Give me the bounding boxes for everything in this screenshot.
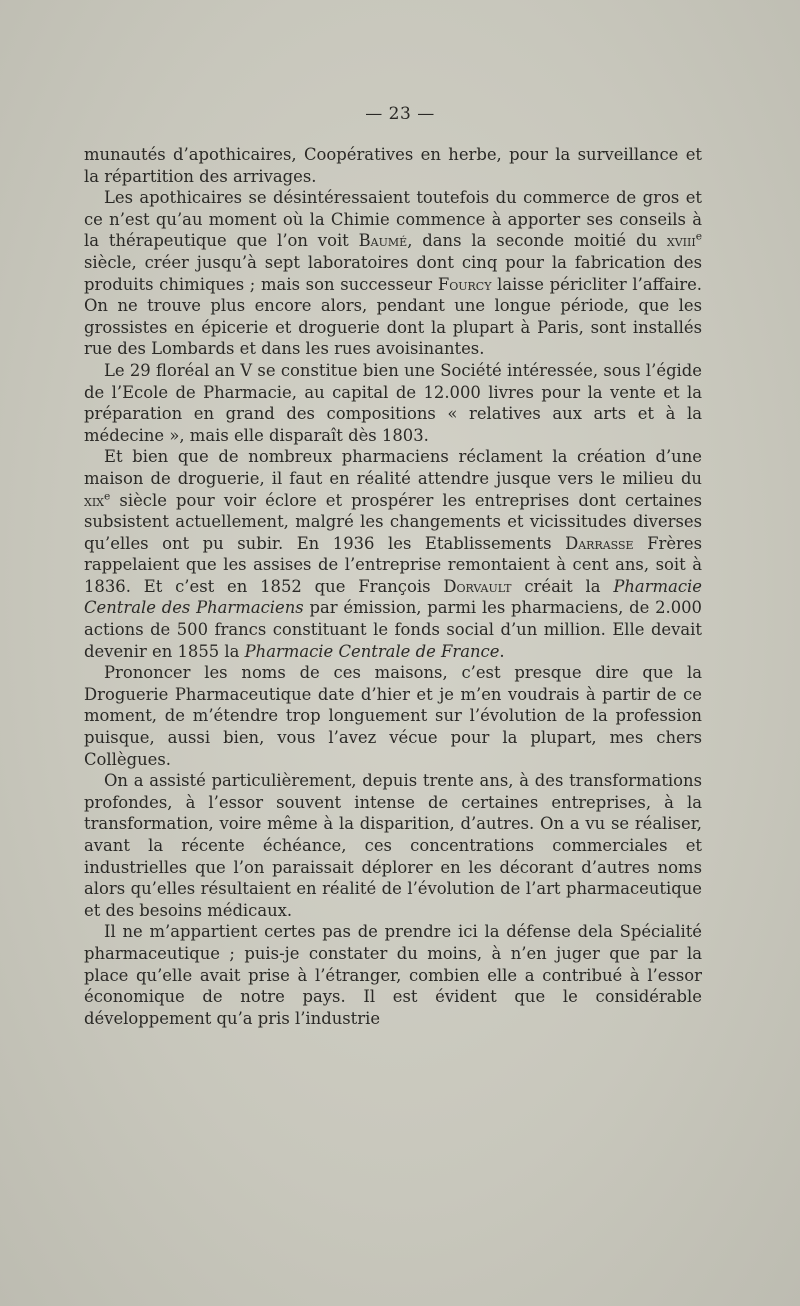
paragraph-2 [84,187,702,360]
paragraph-5: Prononcer les noms de ces maisons, c’est presque dire que la Droguerie Pharmaceutique date d’hier et je m’en voudrais à partir de ce moment, de m’étendre trop longuement sur l’évolution de la profession puisque, aussi bien, vous l’avez vécue pour la plupart, mes chers Collègues. [84,663,702,769]
century-xviii: xviii [666,231,696,251]
paragraph-2-text-b: , dans la seconde moitié du [407,231,667,251]
name-darrasse: Darrasse [565,533,634,553]
paragraph-3: Le 29 floréal an V se constitue bien une Société intéressée, sous l’égide de l’Ecole de Pharmacie, au capital de 12.000 livres pour la vente et la préparation en grand des compositions « relatives aux arts et à la médecine », mais elle disparaît dès 1803. [84,360,702,445]
paragraph-2-text-d: laisse péricliter l’affaire. On ne trouve plus encore alors, pendant une longue période, que les grossistes en épicerie et droguerie dont la plupart à Paris, sont installés rue des Lombards et dans les rues avoisinantes. [84,274,703,359]
name-baume: Baumé [358,231,408,251]
paragraph-4-text-f: . [499,641,505,661]
paragraph-4-text-c: Frères rappelaient que les assises de l’entreprise remontaient à cent ans, soit à 1836. Et c’est en 1852 que François [84,533,702,596]
name-dorvault: Dorvault [443,576,512,596]
century-xviii-sup: e [695,229,703,243]
century-xix: xix [84,490,105,510]
title-pharmacie-centrale-des-pharmaciens: Pharmacie Centrale des Pharmaciens [84,576,702,618]
paragraph-4-text-b: siècle pour voir éclore et prospérer les entreprises dont certaines subsistent actuellement, malgré les changements et vicissitudes diverses qu’elles ont pu subir. En 1936 les Etablissements [84,490,702,553]
paragraph-4 [84,446,702,662]
paragraph-1: munautés d’apothicaires, Coopératives en herbe, pour la surveillance et la répartition des arrivages. [84,145,702,186]
title-pharmacie-centrale-de-france: Pharmacie Centrale de France [244,641,500,661]
paragraph-2-text-c: siècle, créer jusqu’à sept laboratoires dont cinq pour la fabrication des produits chimiques ; mais son successeur [84,252,702,294]
paragraph-4-text-a: Et bien que de nombreux pharmaciens réclament la création d’une maison de droguerie, il faut en réalité attendre jusque vers le milieu du [84,447,702,488]
century-xix-sup: e [104,489,111,503]
paragraph-4-text-d: créait la [511,576,614,596]
paragraph-7: Il ne m’appartient certes pas de prendre ici la défense dela Spécialité pharmaceutique ; puis-je constater du moins, à n’en juger que par la place qu’elle avait prise à l’étranger, combien elle a contribué à l’essor économique de notre pays. Il est évident que le considérable développement qu’a pris l’industrie [84,922,702,1028]
paragraph-4-text-e: par émission, parmi les pharmaciens, de 2.000 actions de 500 francs constituant le fonds social d’un million. Elle devait devenir en 1855 la [84,598,702,661]
name-fourcy: Fourcy [437,274,492,294]
page-number: — 23 — [365,104,435,124]
paragraph-6: On a assisté particulièrement, depuis trente ans, à des transformations profondes, à l’essor souvent intense de certaines entreprises, à la transformation, voire même à la disparition, d’autres. On a vu se réaliser, avant la récente échéance, ces concentrations commerciales et industrielles que l’on paraissait déplorer en les décorant d’autres noms alors qu’elles résultaient en réalité de l’évolution de l’art pharmaceutique et des besoins médicaux. [84,771,702,920]
body-text [84,144,702,1029]
paragraph-2-text-a: Les apothicaires se désintéressaient toutefois du commerce de gros et ce n’est qu’au moment où la Chimie commence à apporter ses conseils à la thérapeutique que l’on voit [84,188,702,251]
